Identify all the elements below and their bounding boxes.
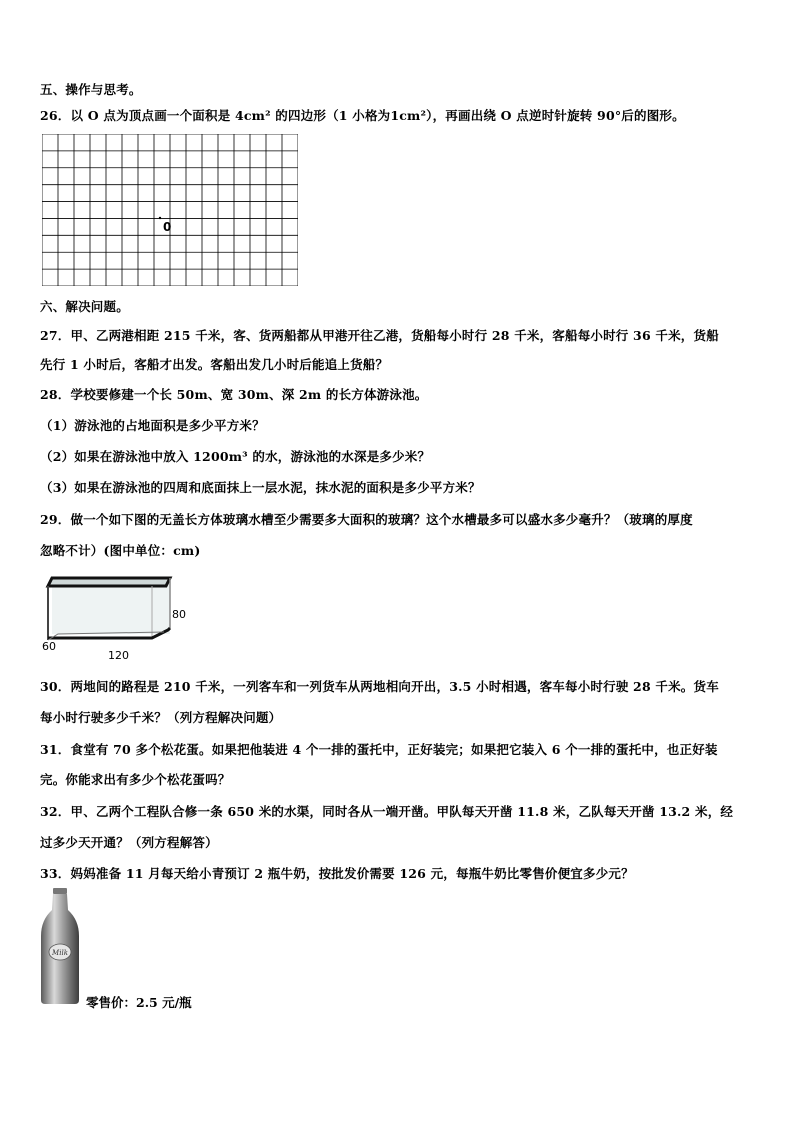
question-27-line-1: 27．甲、乙两港相距 215 千米，客、货两船都从甲港开往乙港，货船每小时行 28 千米，客船每小时行 36 千米，货船 bbox=[40, 328, 719, 343]
milk-bottle-drawing bbox=[38, 886, 82, 1006]
question-26: 26．以 O 点为顶点画一个面积是 4cm² 的四边形（1 小格为1cm²），再画出绕 O 点逆时针旋转 90°后的图形。 bbox=[40, 108, 685, 123]
tank-height-label: 80 bbox=[172, 608, 186, 621]
question-29-line-1: 29．做一个如下图的无盖长方体玻璃水槽至少需要多大面积的玻璃？这个水槽最多可以盛水多少毫升？（玻璃的厚度 bbox=[40, 512, 693, 527]
tank-length-label: 120 bbox=[108, 649, 129, 662]
tank-depth-label: 60 bbox=[42, 640, 56, 653]
glass-tank-figure bbox=[38, 572, 198, 662]
question-28-part-3: （3）如果在游泳池的四周和底面抹上一层水泥，抹水泥的面积是多少平方米？ bbox=[40, 480, 481, 495]
section-6-heading: 六、解决问题。 bbox=[40, 299, 129, 314]
section-5-heading: 五、操作与思考。 bbox=[40, 82, 142, 97]
retail-price-label: 零售价：2.5 元/瓶 bbox=[86, 995, 192, 1010]
question-27-line-2: 先行 1 小时后，客船才出发。客船出发几小时后能追上货船？ bbox=[40, 357, 389, 372]
milk-bottle-label: Milk bbox=[52, 949, 68, 957]
question-31-line-1: 31．食堂有 70 多个松花蛋。如果把他装进 4 个一排的蛋托中，正好装完；如果把它装入 6 个一排的蛋托中，也正好装 bbox=[40, 742, 718, 757]
question-30-line-1: 30．两地间的路程是 210 千米，一列客车和一列货车从两地相向开出，3.5 小时相遇，客车每小时行驶 28 千米。货车 bbox=[40, 679, 719, 694]
question-32-line-1: 32．甲、乙两个工程队合修一条 650 米的水渠，同时各从一端开凿。甲队每天开凿 11.8 米，乙队每天开凿 13.2 米，经 bbox=[40, 804, 734, 819]
question-33: 33．妈妈准备 11 月每天给小青预订 2 瓶牛奶，按批发价需要 126 元，每瓶牛奶比零售价便宜多少元？ bbox=[40, 866, 634, 881]
point-o-label: 0 bbox=[163, 220, 172, 234]
question-32-line-2: 过多少天开通？（列方程解答） bbox=[40, 835, 218, 850]
milk-bottle-image bbox=[38, 886, 82, 1006]
question-29-line-2: 忽略不计）(图中单位：cm) bbox=[40, 543, 201, 558]
question-31-line-2: 完。你能求出有多少个松花蛋吗？ bbox=[40, 772, 231, 787]
square-grid bbox=[42, 134, 298, 286]
question-28-part-2: （2）如果在游泳池中放入 1200m³ 的水，游泳池的水深是多少米？ bbox=[40, 449, 431, 464]
point-o bbox=[159, 217, 161, 219]
question-28: 28．学校要修建一个长 50m、宽 30m、深 2m 的长方体游泳池。 bbox=[40, 387, 428, 402]
question-30-line-2: 每小时行驶多少千米？（列方程解决问题） bbox=[40, 710, 282, 725]
question-28-part-1: （1）游泳池的占地面积是多少平方米？ bbox=[40, 418, 265, 433]
